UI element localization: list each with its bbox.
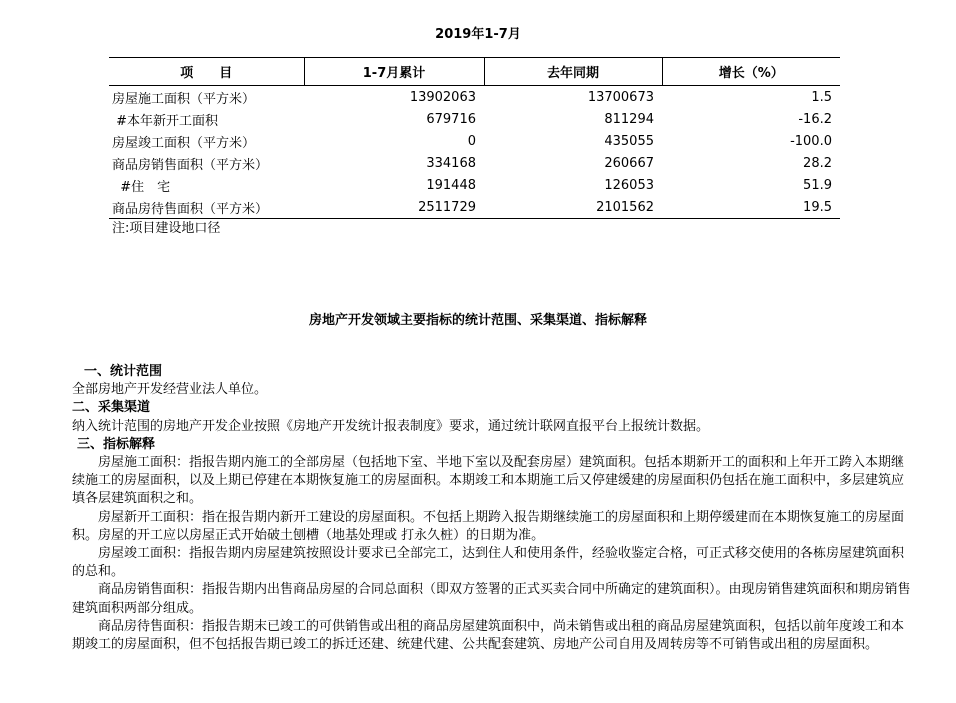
header-cumulative: 1-7月累计 <box>304 58 484 86</box>
header-item: 项 目 <box>109 58 304 86</box>
header-previous-year: 去年同期 <box>484 58 662 86</box>
definition-unsold-area: 商品房待售面积：指报告期末已竣工的可供销售或出租的商品房屋建筑面积中，尚未销售或出租的商品房屋建筑面积，包括以前年度竣工和本期竣工的房屋面积，但不包括报告期已竣工的拆迁还建、统建代建、公共配套建筑、房地产公司自用及周转房等不可销售或出租的房屋面积。 <box>72 618 905 653</box>
row-item: 房屋施工面积（平方米） <box>112 91 256 107</box>
definition-new-start-area: 房屋新开工面积：指在报告期内新开工建设的房屋面积。不包括上期跨入报告期继续施工的房屋面积和上期停缓建而在本期恢复施工的房屋面积。房屋的开工应以房屋正式开始破土刨槽（地基处理或 打永久桩）的日期为准。 <box>72 509 905 543</box>
report-period: 2019年1-7月 <box>435 27 521 42</box>
row-item: 商品房销售面积（平方米） <box>112 157 269 173</box>
header-growth: 增长（%） <box>662 58 840 86</box>
definition-sales-area: 商品房销售面积：指报告期内出售商品房屋的合同总面积（即双方签署的正式买卖合同中所确定的建筑面积）。由现房销售建筑面积和期房销售建筑面积两部分组成。 <box>72 582 911 616</box>
explanation-body <box>72 363 914 654</box>
row-growth: 28.2 <box>803 155 832 171</box>
table-row <box>109 108 840 130</box>
row-previous: 126053 <box>604 177 654 193</box>
row-item: #住 宅 <box>112 179 171 195</box>
statistics-table <box>109 57 840 219</box>
definition-completed-area: 房屋竣工面积：指报告期内房屋建筑按照设计要求已全部完工，达到住人和使用条件，经验收鉴定合格，可正式移交使用的各栋房屋建筑面积的总和。 <box>72 546 905 580</box>
row-cumulative: 334168 <box>426 155 476 171</box>
table-note: 注:项目建设地口径 <box>112 221 221 236</box>
section-definitions-title: 三、指标解释 <box>77 436 156 452</box>
row-growth: -100.0 <box>790 133 832 149</box>
row-previous: 260667 <box>604 155 654 171</box>
row-previous: 13700673 <box>587 89 654 105</box>
table-header-row <box>109 58 840 86</box>
table-row <box>109 152 840 174</box>
table-row <box>109 86 840 109</box>
definition-construction-area: 房屋施工面积：指报告期内施工的全部房屋（包括地下室、半地下室以及配套房屋）建筑面积。包括本期新开工的面积和上年开工跨入本期继续施工的房屋面积，以及上期已停建在本期恢复施工的房屋面积。本期竣工和本期施工后又停建缓建的房屋面积仍包括在施工面积中，多层建筑应填各层建筑面积之和。 <box>72 455 905 507</box>
section-channel-body: 纳入统计范围的房地产开发企业按照《房地产开发统计报表制度》要求，通过统计联网直报平台上报统计数据。 <box>72 418 710 434</box>
table-row <box>109 130 840 152</box>
row-growth: 19.5 <box>662 196 840 219</box>
table-row <box>109 196 840 219</box>
row-item: #本年新开工面积 <box>112 113 219 129</box>
row-previous: 435055 <box>604 133 654 149</box>
row-growth: -16.2 <box>798 111 832 127</box>
row-cumulative: 2511729 <box>304 196 484 219</box>
row-cumulative: 191448 <box>426 177 476 193</box>
section-scope-body: 全部房地产开发经营业法人单位。 <box>72 382 268 398</box>
row-growth: 1.5 <box>811 89 832 105</box>
section-channel-title: 二、采集渠道 <box>72 400 151 416</box>
row-cumulative: 0 <box>467 133 476 149</box>
section-scope-title: 一、统计范围 <box>84 364 163 379</box>
row-item: 房屋竣工面积（平方米） <box>112 135 256 151</box>
row-previous: 811294 <box>604 111 654 127</box>
explanation-title: 房地产开发领域主要指标的统计范围、采集渠道、指标解释 <box>308 313 647 328</box>
row-growth: 51.9 <box>803 177 832 193</box>
row-item: 商品房待售面积（平方米） <box>109 196 304 219</box>
row-cumulative: 679716 <box>426 111 476 127</box>
table-row <box>109 174 840 196</box>
row-previous: 2101562 <box>484 196 662 219</box>
row-cumulative: 13902063 <box>409 89 476 105</box>
